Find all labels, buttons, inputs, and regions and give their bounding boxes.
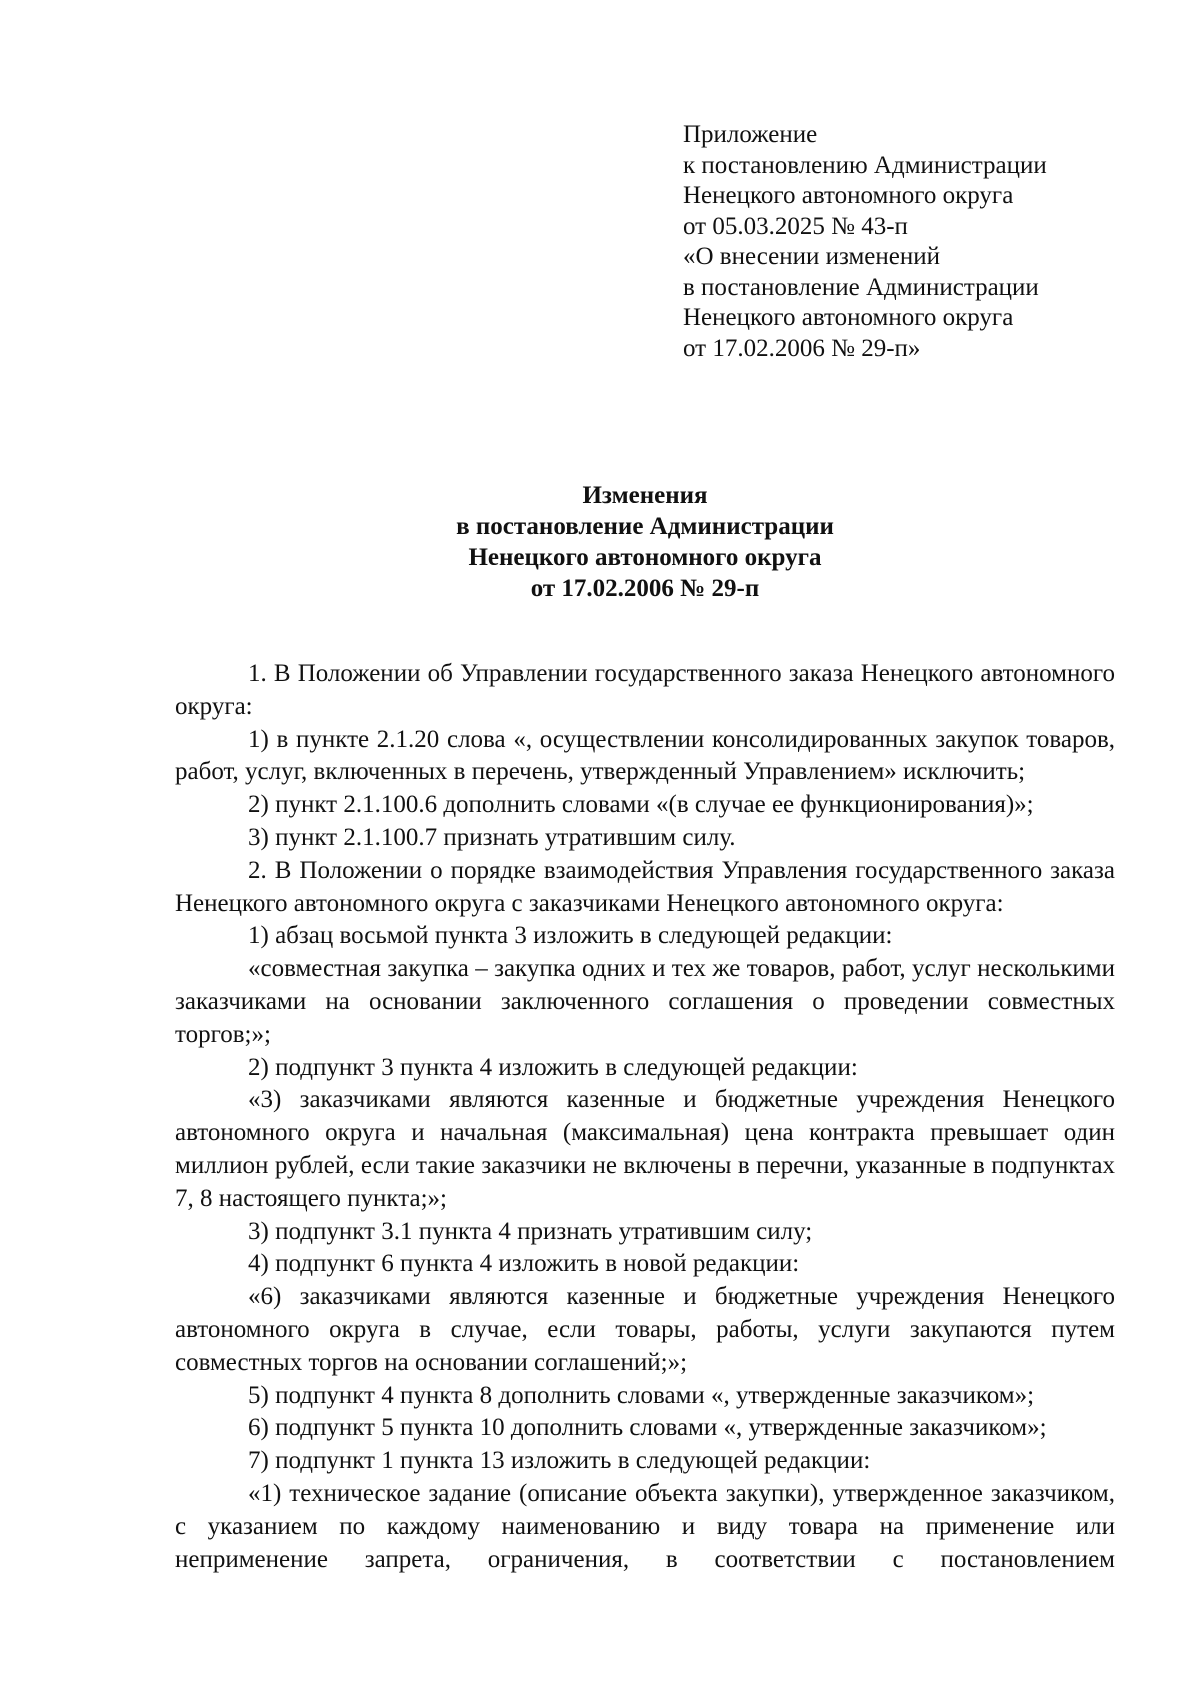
body-paragraph: 2. В Положении о порядке взаимодействия Управления государственного заказа Ненецкого автономного округа с заказчиками Ненецкого автономного округа: — [175, 856, 1115, 917]
body-paragraph: 5) подпункт 4 пункта 8 дополнить словами «, утвержденные заказчиком»; — [248, 1381, 1035, 1409]
document-title — [175, 480, 1115, 604]
body-paragraph: 2) пункт 2.1.100.6 дополнить словами «(в случае ее функционирования)»; — [248, 791, 1034, 819]
appendix-line: в постановление Администрации — [683, 273, 1039, 301]
appendix-line: от 17.02.2006 № 29-п» — [683, 334, 921, 362]
title-line: в постановление Администрации — [456, 513, 834, 540]
body-paragraph: 7) подпункт 1 пункта 13 изложить в следующей редакции: — [248, 1447, 871, 1475]
title-line: Изменения — [582, 482, 708, 509]
appendix-line: «О внесении изменений — [683, 243, 941, 270]
body-paragraph: 1) абзац восьмой пункта 3 изложить в следующей редакции: — [248, 922, 893, 950]
appendix-line: Ненецкого автономного округа — [683, 182, 1014, 209]
title-line: от 17.02.2006 № 29-п — [530, 575, 760, 602]
appendix-line: к постановлению Администрации — [683, 151, 1047, 179]
body-paragraph: «совместная закупка – закупка одних и тех же товаров, работ, услуг несколькими заказчиками на основании заключенного соглашения о проведении совместных торгов;»; — [175, 955, 1115, 1048]
document-body — [175, 658, 1115, 1576]
appendix-line: от 05.03.2025 № 43-п — [683, 212, 908, 240]
body-paragraph: 6) подпункт 5 пункта 10 дополнить словами «, утвержденные заказчиком»; — [248, 1414, 1047, 1442]
body-paragraph: «1) техническое задание (описание объекта закупки), утвержденное заказчиком, с указанием по каждому наименованию и виду товара на применение или неприменение запрета, ограничения, в соответствии с постановлением — [175, 1479, 1115, 1573]
appendix-line: Приложение — [683, 121, 818, 148]
appendix-line: Ненецкого автономного округа — [683, 304, 1014, 331]
body-paragraph: 4) подпункт 6 пункта 4 изложить в новой редакции: — [248, 1250, 800, 1278]
body-paragraph: 3) подпункт 3.1 пункта 4 признать утратившим силу; — [248, 1217, 813, 1245]
body-paragraph: «3) заказчиками являются казенные и бюджетные учреждения Ненецкого автономного округа и начальная (максимальная) цена контракта превышает один миллион рублей, если такие заказчики не включены в перечни, указанные в подпунктах 7, 8 настоящего пункта;»; — [175, 1086, 1115, 1212]
appendix-header — [683, 120, 1153, 364]
body-paragraph: 2) подпункт 3 пункта 4 изложить в следующей редакции: — [248, 1053, 858, 1081]
body-paragraph: 1. В Положении об Управлении государственного заказа Ненецкого автономного округа: — [175, 660, 1115, 720]
title-line: Ненецкого автономного округа — [468, 544, 822, 571]
body-paragraph: 3) пункт 2.1.100.7 признать утратившим силу. — [248, 823, 736, 851]
body-paragraph: 1) в пункте 2.1.20 слова «, осуществлении консолидированных закупок товаров, работ, услуг, включенных в перечень, утвержденный Управлением» исключить; — [175, 725, 1115, 786]
body-paragraph: «6) заказчиками являются казенные и бюджетные учреждения Ненецкого автономного округа в случае, если товары, работы, услуги закупаются путем совместных торгов на основании соглашений;»; — [175, 1283, 1115, 1376]
